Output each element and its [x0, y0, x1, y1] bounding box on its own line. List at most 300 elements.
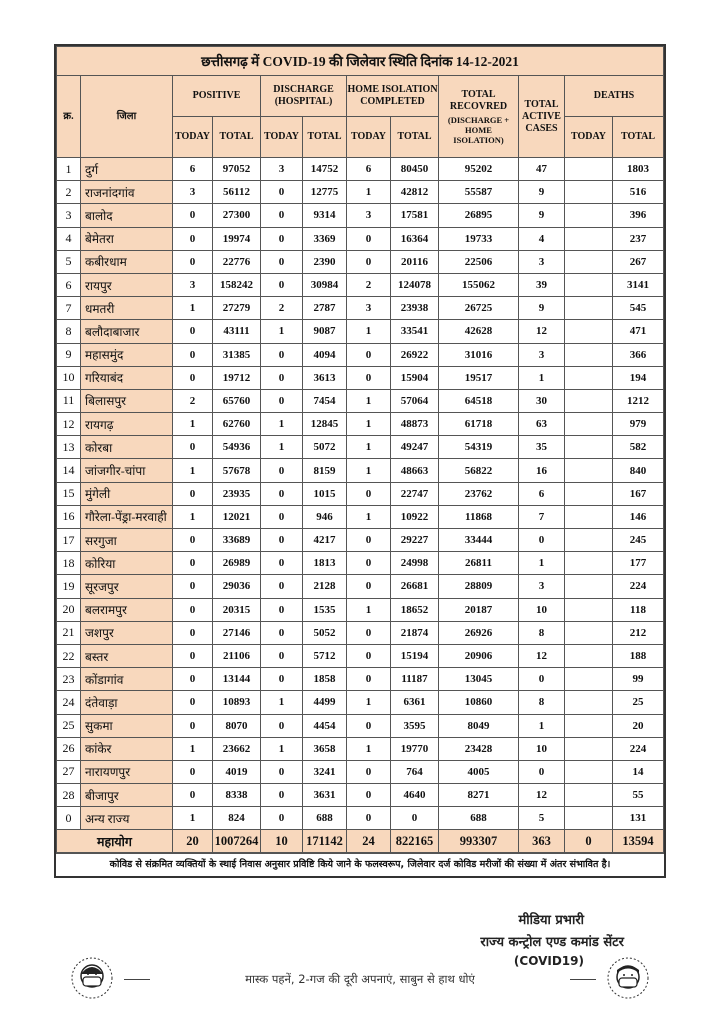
table-row — [57, 181, 664, 204]
value-cell: 824 — [213, 807, 261, 830]
value-cell: 177 — [613, 552, 664, 575]
value-cell: 3 — [173, 273, 213, 296]
value-cell: 1 — [173, 297, 213, 320]
value-cell — [565, 644, 613, 667]
value-cell: 15904 — [391, 366, 439, 389]
value-cell: 0 — [173, 250, 213, 273]
value-cell: 0 — [173, 714, 213, 737]
value-cell: 2390 — [303, 250, 347, 273]
value-cell: 63 — [519, 413, 565, 436]
value-cell: 97052 — [213, 158, 261, 181]
district-cell: बालोद — [81, 204, 173, 227]
value-cell: 8 — [519, 621, 565, 644]
value-cell: 23935 — [213, 482, 261, 505]
value-cell: 0 — [261, 784, 303, 807]
value-cell: 0 — [261, 529, 303, 552]
value-cell: 0 — [391, 807, 439, 830]
value-cell: 23938 — [391, 297, 439, 320]
value-cell: 3241 — [303, 760, 347, 783]
total-recovered-sub: (DISCHARGE + HOME ISOLATION) — [447, 114, 510, 145]
value-cell: 5052 — [303, 621, 347, 644]
value-cell — [565, 575, 613, 598]
value-cell: 9314 — [303, 204, 347, 227]
value-cell: 8159 — [303, 459, 347, 482]
value-cell: 1 — [173, 459, 213, 482]
value-cell: 3 — [347, 204, 391, 227]
serial-cell: 10 — [57, 366, 81, 389]
value-cell — [565, 343, 613, 366]
value-cell: 27279 — [213, 297, 261, 320]
serial-cell: 11 — [57, 389, 81, 412]
value-cell: 0 — [261, 227, 303, 250]
value-cell: 26989 — [213, 552, 261, 575]
value-cell: 42628 — [439, 320, 519, 343]
value-cell: 0 — [261, 273, 303, 296]
signature-line-3: (COVID19) — [513, 954, 584, 968]
value-cell: 22747 — [391, 482, 439, 505]
value-cell: 5 — [519, 807, 565, 830]
value-cell: 1 — [261, 737, 303, 760]
value-cell: 8 — [519, 691, 565, 714]
value-cell: 5072 — [303, 436, 347, 459]
value-cell: 0 — [261, 505, 303, 528]
value-cell: 19770 — [391, 737, 439, 760]
table-row — [57, 505, 664, 528]
value-cell: 267 — [613, 250, 664, 273]
district-cell: दुर्ग — [81, 158, 173, 181]
grand-total-cell: 363 — [519, 830, 565, 853]
value-cell: 0 — [261, 204, 303, 227]
value-cell: 0 — [173, 320, 213, 343]
serial-cell: 8 — [57, 320, 81, 343]
value-cell: 155062 — [439, 273, 519, 296]
table-row — [57, 737, 664, 760]
value-cell: 3 — [519, 575, 565, 598]
district-header: जिला — [81, 76, 173, 158]
value-cell: 49247 — [391, 436, 439, 459]
value-cell: 4454 — [303, 714, 347, 737]
value-cell: 10893 — [213, 691, 261, 714]
district-cell: कबीरधाम — [81, 250, 173, 273]
value-cell: 12845 — [303, 413, 347, 436]
signature-line-1: मीडिया प्रभारी — [518, 913, 584, 928]
value-cell: 33444 — [439, 529, 519, 552]
value-cell: 471 — [613, 320, 664, 343]
value-cell: 8049 — [439, 714, 519, 737]
grand-total-cell: 171142 — [303, 830, 347, 853]
value-cell: 19712 — [213, 366, 261, 389]
grand-total-cell: 24 — [347, 830, 391, 853]
grand-total-cell: 993307 — [439, 830, 519, 853]
value-cell: 48663 — [391, 459, 439, 482]
value-cell: 0 — [173, 691, 213, 714]
value-cell — [565, 204, 613, 227]
value-cell: 1212 — [613, 389, 664, 412]
value-cell — [565, 691, 613, 714]
value-cell: 0 — [347, 714, 391, 737]
value-cell: 19517 — [439, 366, 519, 389]
value-cell: 0 — [519, 668, 565, 691]
serial-cell: 7 — [57, 297, 81, 320]
table-row — [57, 436, 664, 459]
discharge-today-header: TODAY — [261, 117, 303, 158]
value-cell: 6 — [173, 158, 213, 181]
value-cell: 8070 — [213, 714, 261, 737]
value-cell: 1 — [519, 714, 565, 737]
positive-today-header: TODAY — [173, 117, 213, 158]
district-cell: कांकेर — [81, 737, 173, 760]
value-cell: 0 — [261, 482, 303, 505]
value-cell: 3595 — [391, 714, 439, 737]
value-cell: 30984 — [303, 273, 347, 296]
value-cell — [565, 668, 613, 691]
table-row — [57, 273, 664, 296]
table-row — [57, 668, 664, 691]
table-row — [57, 158, 664, 181]
value-cell: 10 — [519, 737, 565, 760]
value-cell: 62760 — [213, 413, 261, 436]
value-cell: 4019 — [213, 760, 261, 783]
value-cell: 688 — [303, 807, 347, 830]
value-cell: 4094 — [303, 343, 347, 366]
deaths-today-header: TODAY — [565, 117, 613, 158]
value-cell: 0 — [347, 366, 391, 389]
table-row — [57, 250, 664, 273]
value-cell: 0 — [261, 714, 303, 737]
value-cell: 25 — [613, 691, 664, 714]
value-cell: 582 — [613, 436, 664, 459]
table-row — [57, 621, 664, 644]
value-cell: 0 — [347, 760, 391, 783]
serial-cell: 9 — [57, 343, 81, 366]
value-cell: 0 — [519, 760, 565, 783]
value-cell: 1 — [347, 436, 391, 459]
positive-header: POSITIVE — [173, 76, 261, 117]
serial-cell: 18 — [57, 552, 81, 575]
report-title: छत्तीसगढ़ में COVID-19 की जिलेवार स्थिति दिनांक 14-12-2021 — [57, 47, 664, 76]
value-cell: 23428 — [439, 737, 519, 760]
value-cell — [565, 760, 613, 783]
value-cell: 0 — [261, 366, 303, 389]
value-cell: 146 — [613, 505, 664, 528]
value-cell: 0 — [347, 668, 391, 691]
table-row — [57, 366, 664, 389]
serial-cell: 17 — [57, 529, 81, 552]
value-cell: 39 — [519, 273, 565, 296]
serial-cell: 20 — [57, 598, 81, 621]
district-cell: महासमुंद — [81, 343, 173, 366]
value-cell: 31385 — [213, 343, 261, 366]
value-cell: 13144 — [213, 668, 261, 691]
value-cell: 31016 — [439, 343, 519, 366]
value-cell: 8271 — [439, 784, 519, 807]
value-cell — [565, 389, 613, 412]
value-cell: 29036 — [213, 575, 261, 598]
value-cell: 1 — [261, 436, 303, 459]
value-cell: 0 — [173, 366, 213, 389]
value-cell: 18652 — [391, 598, 439, 621]
serial-cell: 16 — [57, 505, 81, 528]
value-cell: 9 — [519, 181, 565, 204]
value-cell: 0 — [261, 181, 303, 204]
value-cell: 1 — [347, 598, 391, 621]
grand-total-cell: 822165 — [391, 830, 439, 853]
district-cell: रायगढ़ — [81, 413, 173, 436]
value-cell: 0 — [347, 552, 391, 575]
value-cell: 979 — [613, 413, 664, 436]
grand-total-label: महायोग — [57, 830, 173, 853]
district-cell: धमतरी — [81, 297, 173, 320]
value-cell — [565, 807, 613, 830]
value-cell — [565, 459, 613, 482]
value-cell — [565, 482, 613, 505]
value-cell: 0 — [173, 575, 213, 598]
grand-total-row — [57, 830, 664, 853]
value-cell: 0 — [261, 250, 303, 273]
value-cell: 8338 — [213, 784, 261, 807]
serial-cell: 22 — [57, 644, 81, 667]
value-cell: 545 — [613, 297, 664, 320]
district-cell: नारायणपुर — [81, 760, 173, 783]
value-cell: 0 — [173, 784, 213, 807]
value-cell — [565, 158, 613, 181]
value-cell: 95202 — [439, 158, 519, 181]
district-cell: कोरिया — [81, 552, 173, 575]
value-cell: 1 — [347, 737, 391, 760]
serial-cell: 25 — [57, 714, 81, 737]
value-cell: 0 — [347, 529, 391, 552]
safety-message: मास्क पहनें, 2-गज की दूरी अपनाएं, साबुन से हाथ धोएं — [245, 972, 475, 986]
value-cell: 1 — [347, 505, 391, 528]
value-cell: 0 — [347, 807, 391, 830]
serial-cell: 23 — [57, 668, 81, 691]
value-cell: 194 — [613, 366, 664, 389]
district-cell: बलरामपुर — [81, 598, 173, 621]
value-cell: 224 — [613, 575, 664, 598]
value-cell: 1 — [261, 691, 303, 714]
value-cell: 11868 — [439, 505, 519, 528]
home-isolation-today-header: TODAY — [347, 117, 391, 158]
value-cell: 1015 — [303, 482, 347, 505]
value-cell: 4005 — [439, 760, 519, 783]
value-cell: 0 — [261, 644, 303, 667]
value-cell: 0 — [173, 552, 213, 575]
value-cell — [565, 621, 613, 644]
value-cell: 47 — [519, 158, 565, 181]
serial-cell: 1 — [57, 158, 81, 181]
value-cell: 4217 — [303, 529, 347, 552]
district-cell: जशपुर — [81, 621, 173, 644]
value-cell: 17581 — [391, 204, 439, 227]
value-cell: 6 — [519, 482, 565, 505]
value-cell: 516 — [613, 181, 664, 204]
value-cell: 1 — [173, 807, 213, 830]
value-cell — [565, 227, 613, 250]
value-cell — [565, 598, 613, 621]
value-cell: 0 — [173, 482, 213, 505]
value-cell: 0 — [347, 575, 391, 598]
home-isolation-header: HOME ISOLATION COMPLETED — [347, 76, 439, 117]
serial-cell: 15 — [57, 482, 81, 505]
positive-total-header: TOTAL — [213, 117, 261, 158]
value-cell: 1 — [347, 320, 391, 343]
value-cell: 0 — [173, 436, 213, 459]
value-cell: 131 — [613, 807, 664, 830]
district-cell: गौरेला-पेंड्रा-मरवाही — [81, 505, 173, 528]
value-cell: 2 — [173, 389, 213, 412]
value-cell — [565, 784, 613, 807]
value-cell: 3 — [519, 343, 565, 366]
value-cell: 16364 — [391, 227, 439, 250]
serial-cell: 26 — [57, 737, 81, 760]
district-cell: सूरजपुर — [81, 575, 173, 598]
value-cell: 3 — [173, 181, 213, 204]
value-cell: 245 — [613, 529, 664, 552]
district-cell: दंतेवाड़ा — [81, 691, 173, 714]
value-cell: 7 — [519, 505, 565, 528]
table-row — [57, 691, 664, 714]
value-cell — [565, 436, 613, 459]
value-cell: 2128 — [303, 575, 347, 598]
serial-cell: 6 — [57, 273, 81, 296]
discharge-header: DISCHARGE (HOSPITAL) — [261, 76, 347, 117]
value-cell — [565, 714, 613, 737]
value-cell — [565, 273, 613, 296]
value-cell: 57064 — [391, 389, 439, 412]
value-cell: 57678 — [213, 459, 261, 482]
value-cell: 26725 — [439, 297, 519, 320]
district-cell: कोरबा — [81, 436, 173, 459]
value-cell: 237 — [613, 227, 664, 250]
value-cell: 1 — [173, 737, 213, 760]
value-cell: 1 — [519, 366, 565, 389]
table-row — [57, 552, 664, 575]
value-cell: 56822 — [439, 459, 519, 482]
value-cell: 56112 — [213, 181, 261, 204]
value-cell: 12775 — [303, 181, 347, 204]
value-cell: 124078 — [391, 273, 439, 296]
value-cell: 0 — [173, 668, 213, 691]
table-row — [57, 598, 664, 621]
serial-cell: 13 — [57, 436, 81, 459]
serial-cell: 14 — [57, 459, 81, 482]
value-cell: 0 — [347, 621, 391, 644]
value-cell: 27300 — [213, 204, 261, 227]
value-cell: 1 — [347, 181, 391, 204]
value-cell: 0 — [347, 482, 391, 505]
value-cell — [565, 297, 613, 320]
value-cell: 3369 — [303, 227, 347, 250]
value-cell: 35 — [519, 436, 565, 459]
value-cell — [565, 529, 613, 552]
value-cell: 26922 — [391, 343, 439, 366]
table-row — [57, 784, 664, 807]
value-cell: 43111 — [213, 320, 261, 343]
value-cell: 65760 — [213, 389, 261, 412]
table-body — [57, 158, 664, 830]
table-row — [57, 807, 664, 830]
value-cell: 64518 — [439, 389, 519, 412]
table-row — [57, 714, 664, 737]
value-cell: 33689 — [213, 529, 261, 552]
serial-cell: 0 — [57, 807, 81, 830]
grand-total-cell: 13594 — [613, 830, 664, 853]
value-cell: 946 — [303, 505, 347, 528]
value-cell: 7454 — [303, 389, 347, 412]
value-cell: 0 — [261, 575, 303, 598]
value-cell — [565, 320, 613, 343]
value-cell: 0 — [519, 529, 565, 552]
value-cell: 4640 — [391, 784, 439, 807]
grand-total-cell: 1007264 — [213, 830, 261, 853]
district-cell: बस्तर — [81, 644, 173, 667]
value-cell: 0 — [261, 668, 303, 691]
value-cell: 0 — [261, 459, 303, 482]
value-cell: 6361 — [391, 691, 439, 714]
value-cell: 10922 — [391, 505, 439, 528]
footnote: कोविड से संक्रमित व्यक्तियों के स्थाई निवास अनुसार प्रविष्टि किये जाने के फलस्वरूप, जिलेवार दर्ज कोविड मरीजों की संख्या में अंतर संभावित है। — [56, 853, 664, 876]
value-cell: 14 — [613, 760, 664, 783]
value-cell: 2 — [261, 297, 303, 320]
value-cell: 118 — [613, 598, 664, 621]
value-cell: 188 — [613, 644, 664, 667]
value-cell: 0 — [173, 644, 213, 667]
value-cell: 0 — [261, 389, 303, 412]
value-cell: 28809 — [439, 575, 519, 598]
table-row — [57, 760, 664, 783]
sn-header: क्र. — [57, 76, 81, 158]
value-cell: 1 — [347, 459, 391, 482]
table-row — [57, 297, 664, 320]
district-cell: बीजापुर — [81, 784, 173, 807]
deaths-total-header: TOTAL — [613, 117, 664, 158]
table-row — [57, 529, 664, 552]
value-cell: 0 — [173, 598, 213, 621]
value-cell: 0 — [173, 227, 213, 250]
district-cell: अन्य राज्य — [81, 807, 173, 830]
value-cell: 167 — [613, 482, 664, 505]
value-cell: 26811 — [439, 552, 519, 575]
value-cell: 0 — [261, 552, 303, 575]
value-cell: 14752 — [303, 158, 347, 181]
value-cell — [565, 413, 613, 436]
value-cell: 224 — [613, 737, 664, 760]
value-cell: 2787 — [303, 297, 347, 320]
district-cell: सरगुजा — [81, 529, 173, 552]
value-cell: 26895 — [439, 204, 519, 227]
value-cell: 1 — [347, 691, 391, 714]
value-cell: 0 — [347, 250, 391, 273]
value-cell: 26926 — [439, 621, 519, 644]
value-cell: 212 — [613, 621, 664, 644]
total-recovered-header — [439, 76, 519, 158]
value-cell: 840 — [613, 459, 664, 482]
value-cell: 42812 — [391, 181, 439, 204]
value-cell: 3141 — [613, 273, 664, 296]
value-cell — [565, 552, 613, 575]
value-cell: 11187 — [391, 668, 439, 691]
value-cell: 0 — [173, 204, 213, 227]
district-cell: बलौदाबाजार — [81, 320, 173, 343]
value-cell: 5712 — [303, 644, 347, 667]
value-cell: 0 — [261, 621, 303, 644]
value-cell: 9 — [519, 204, 565, 227]
value-cell: 0 — [261, 807, 303, 830]
district-cell: कोंडागांव — [81, 668, 173, 691]
value-cell: 10 — [519, 598, 565, 621]
table-row — [57, 320, 664, 343]
value-cell: 48873 — [391, 413, 439, 436]
